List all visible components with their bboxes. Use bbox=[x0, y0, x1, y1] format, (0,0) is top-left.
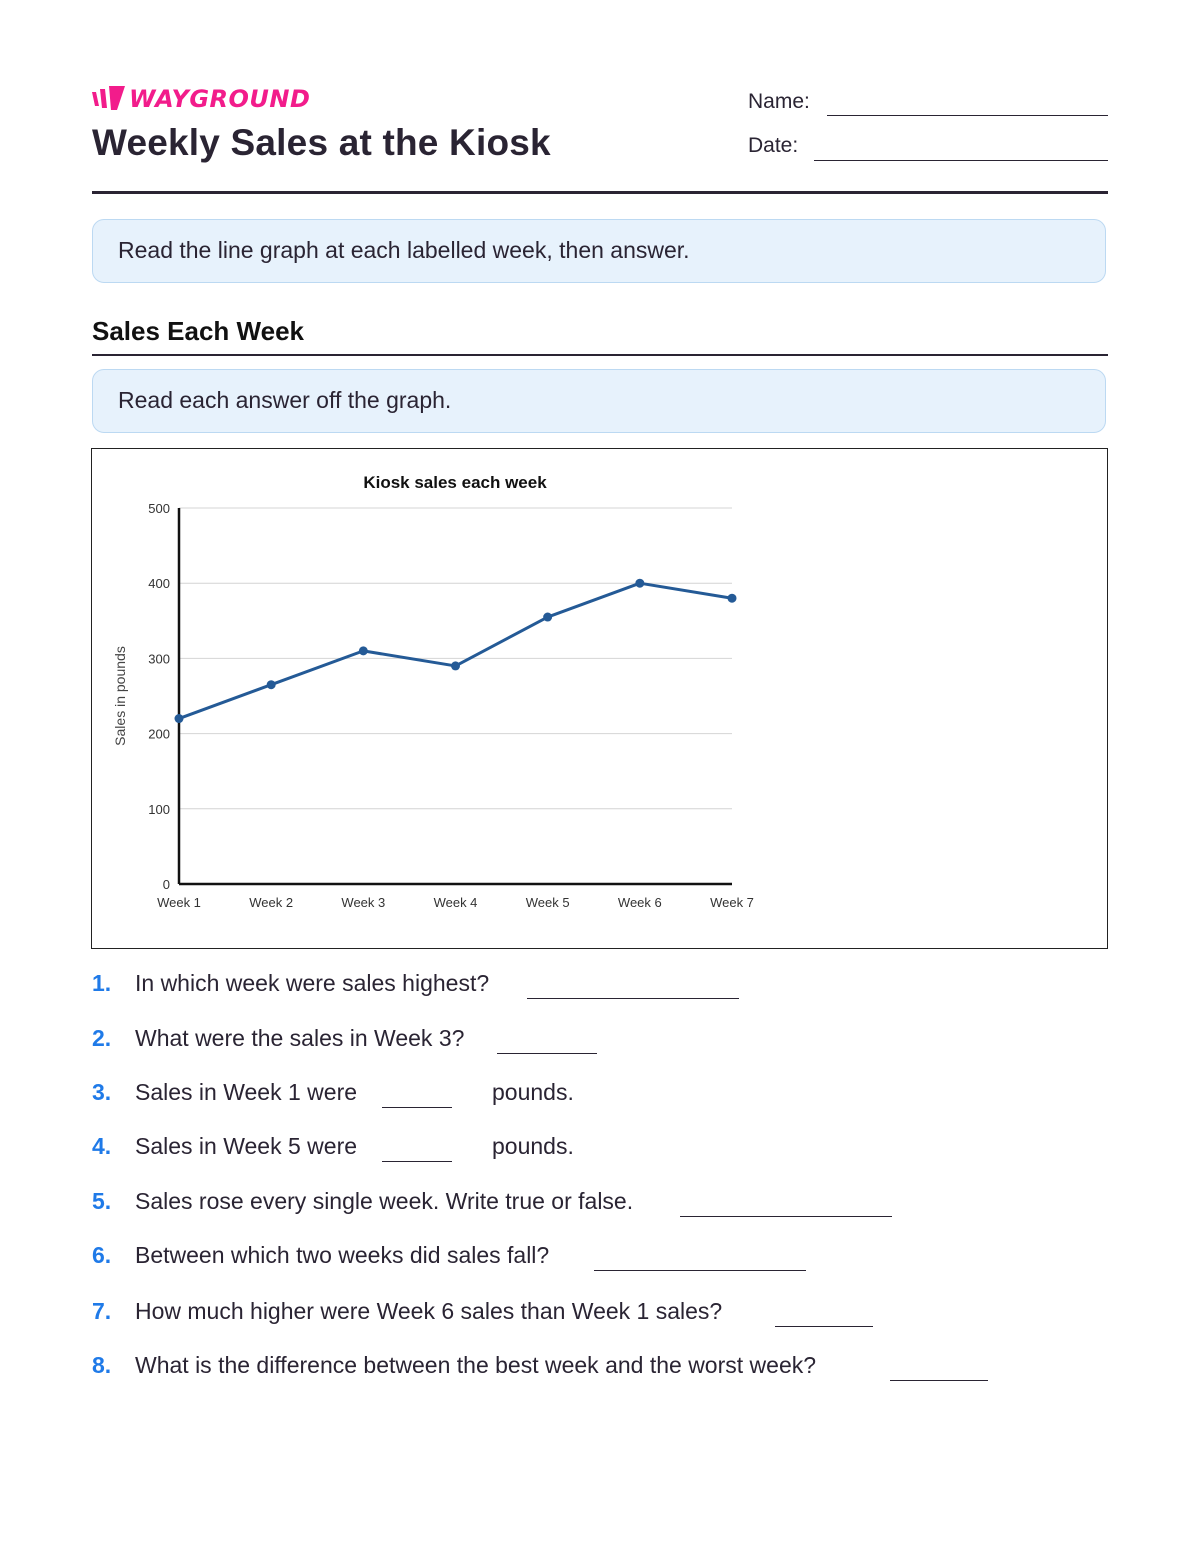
answer-blank[interactable] bbox=[497, 1053, 597, 1054]
name-field[interactable] bbox=[827, 115, 1108, 116]
question-text: Between which two weeks did sales fall? bbox=[135, 1242, 550, 1268]
date-field[interactable] bbox=[814, 160, 1108, 161]
answer-blank[interactable] bbox=[680, 1216, 892, 1217]
x-tick-label: Week 3 bbox=[341, 895, 386, 910]
data-point bbox=[359, 646, 368, 655]
question-text: Sales rose every single week. Write true or false. bbox=[135, 1188, 634, 1214]
question-text: What is the difference between the best week and the worst week? bbox=[135, 1352, 817, 1378]
date-label: Date: bbox=[748, 134, 799, 157]
answer-blank[interactable] bbox=[527, 998, 739, 999]
x-tick-label: Week 7 bbox=[710, 895, 754, 910]
x-tick-label: Week 4 bbox=[433, 895, 478, 910]
section-note-box bbox=[92, 369, 1106, 433]
question-number: 8. bbox=[92, 1352, 112, 1378]
data-point bbox=[175, 714, 184, 723]
question-number: 4. bbox=[92, 1133, 112, 1159]
x-tick-label: Week 5 bbox=[525, 895, 570, 910]
series-line bbox=[179, 583, 732, 718]
data-point bbox=[635, 579, 644, 588]
data-point bbox=[543, 613, 552, 622]
question-number: 7. bbox=[92, 1298, 112, 1324]
data-point bbox=[451, 661, 460, 670]
x-tick-label: Week 6 bbox=[617, 895, 662, 910]
question-suffix: pounds. bbox=[492, 1133, 574, 1159]
instructions-text: Read the line graph at each labelled week, then answer. bbox=[118, 237, 690, 263]
question-number: 3. bbox=[92, 1079, 112, 1105]
x-tick-label: Week 1 bbox=[157, 895, 201, 910]
question-text: What were the sales in Week 3? bbox=[135, 1025, 465, 1051]
y-tick-label: 0 bbox=[162, 877, 170, 892]
question-suffix: pounds. bbox=[492, 1079, 574, 1105]
question-text: Sales in Week 1 were bbox=[135, 1079, 358, 1105]
y-axis-label: Sales in pounds bbox=[112, 646, 128, 746]
x-tick-label: Week 2 bbox=[249, 895, 294, 910]
y-tick-label: 100 bbox=[148, 801, 170, 817]
wayground-logo-icon bbox=[92, 86, 126, 112]
question-number: 6. bbox=[92, 1242, 112, 1268]
header-divider bbox=[92, 191, 1108, 194]
section-title: Sales Each Week bbox=[92, 316, 304, 346]
brand-name: WAYGROUND bbox=[129, 85, 311, 113]
instructions-box bbox=[92, 219, 1106, 283]
section-divider bbox=[92, 354, 1108, 356]
chart-frame bbox=[91, 448, 1108, 949]
data-point bbox=[728, 594, 737, 603]
y-tick-label: 200 bbox=[148, 726, 170, 742]
question-text: How much higher were Week 6 sales than Week 1 sales? bbox=[135, 1298, 723, 1324]
y-tick-label: 300 bbox=[148, 651, 170, 667]
section-note-text: Read each answer off the graph. bbox=[118, 387, 452, 413]
answer-blank[interactable] bbox=[775, 1326, 873, 1327]
y-tick-label: 400 bbox=[148, 576, 170, 592]
answer-blank[interactable] bbox=[382, 1107, 452, 1108]
name-label: Name: bbox=[748, 90, 810, 113]
question-text: Sales in Week 5 were bbox=[135, 1133, 358, 1159]
question-number: 2. bbox=[92, 1025, 112, 1051]
answer-blank[interactable] bbox=[890, 1380, 988, 1381]
line-chart bbox=[92, 449, 1107, 948]
answer-blank[interactable] bbox=[382, 1161, 452, 1162]
y-tick-label: 500 bbox=[148, 501, 170, 516]
question-number: 1. bbox=[92, 970, 112, 996]
chart-title: Kiosk sales each week bbox=[363, 473, 547, 492]
page-title: Weekly Sales at the Kiosk bbox=[92, 122, 551, 163]
data-point bbox=[267, 680, 276, 689]
question-text: In which week were sales highest? bbox=[135, 970, 490, 996]
question-number: 5. bbox=[92, 1188, 112, 1214]
brand-logo bbox=[92, 86, 310, 112]
answer-blank[interactable] bbox=[594, 1270, 806, 1271]
